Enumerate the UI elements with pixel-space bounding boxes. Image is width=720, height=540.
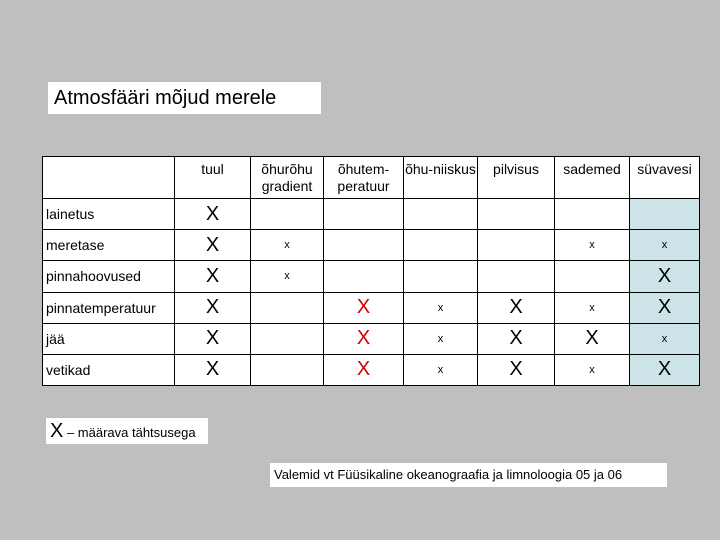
cell-mark: x bbox=[251, 230, 324, 261]
header-ohuniiskus: õhu-niiskus bbox=[404, 157, 478, 199]
reference-note: Valemid vt Füüsikaline okeanograafia ja limnoloogia 05 ja 06 bbox=[270, 463, 667, 487]
cell-mark: X bbox=[175, 261, 251, 292]
cell-mark: X bbox=[630, 261, 700, 292]
cell-mark: X bbox=[175, 354, 251, 385]
header-tuul: tuul bbox=[175, 157, 251, 199]
row-label: lainetus bbox=[43, 199, 175, 230]
cell-mark: X bbox=[324, 292, 404, 323]
cell-mark bbox=[555, 261, 630, 292]
header-suvavesi: süvavesi bbox=[630, 157, 700, 199]
header-pilvisus: pilvisus bbox=[478, 157, 555, 199]
cell-mark: x bbox=[555, 354, 630, 385]
cell-mark bbox=[251, 323, 324, 354]
legend-symbol: X bbox=[50, 420, 64, 442]
cell-mark bbox=[251, 199, 324, 230]
table-header-row bbox=[43, 157, 700, 199]
header-ohuroh-gradient: õhurõhu gradient bbox=[251, 157, 324, 199]
cell-mark: x bbox=[630, 230, 700, 261]
cell-mark: x bbox=[630, 323, 700, 354]
row-label: pinnahoovused bbox=[43, 261, 175, 292]
cell-mark bbox=[251, 354, 324, 385]
cell-mark: X bbox=[478, 354, 555, 385]
cell-mark bbox=[478, 230, 555, 261]
cell-mark bbox=[478, 261, 555, 292]
cell-mark: X bbox=[324, 354, 404, 385]
table-row bbox=[43, 292, 700, 323]
table-row bbox=[43, 230, 700, 261]
row-label: jää bbox=[43, 323, 175, 354]
influence-table bbox=[42, 156, 700, 386]
cell-mark: X bbox=[630, 354, 700, 385]
table-row bbox=[43, 354, 700, 385]
cell-mark: x bbox=[404, 323, 478, 354]
corner-cell bbox=[43, 157, 175, 199]
cell-mark: x bbox=[404, 292, 478, 323]
cell-mark: X bbox=[175, 230, 251, 261]
cell-mark bbox=[630, 199, 700, 230]
row-label: pinnatemperatuur bbox=[43, 292, 175, 323]
cell-mark: x bbox=[404, 354, 478, 385]
cell-mark bbox=[404, 261, 478, 292]
cell-mark: X bbox=[555, 323, 630, 354]
table-row bbox=[43, 261, 700, 292]
cell-mark: X bbox=[630, 292, 700, 323]
row-label: vetikad bbox=[43, 354, 175, 385]
cell-mark: X bbox=[324, 323, 404, 354]
table-row bbox=[43, 199, 700, 230]
cell-mark bbox=[324, 199, 404, 230]
cell-mark bbox=[555, 199, 630, 230]
table-row bbox=[43, 323, 700, 354]
cell-mark bbox=[478, 199, 555, 230]
cell-mark bbox=[324, 230, 404, 261]
row-label: meretase bbox=[43, 230, 175, 261]
cell-mark bbox=[324, 261, 404, 292]
cell-mark: X bbox=[175, 292, 251, 323]
header-sademed: sademed bbox=[555, 157, 630, 199]
cell-mark bbox=[251, 292, 324, 323]
cell-mark: X bbox=[175, 323, 251, 354]
legend bbox=[46, 418, 208, 444]
cell-mark bbox=[404, 199, 478, 230]
cell-mark bbox=[404, 230, 478, 261]
cell-mark: X bbox=[175, 199, 251, 230]
header-ohutemperatuur: õhutem-peratuur bbox=[324, 157, 404, 199]
page-title: Atmosfääri mõjud merele bbox=[48, 82, 321, 114]
legend-text: – määrava tähtsusega bbox=[63, 425, 196, 440]
cell-mark: x bbox=[555, 292, 630, 323]
cell-mark: x bbox=[251, 261, 324, 292]
cell-mark: x bbox=[555, 230, 630, 261]
cell-mark: X bbox=[478, 323, 555, 354]
cell-mark: X bbox=[478, 292, 555, 323]
